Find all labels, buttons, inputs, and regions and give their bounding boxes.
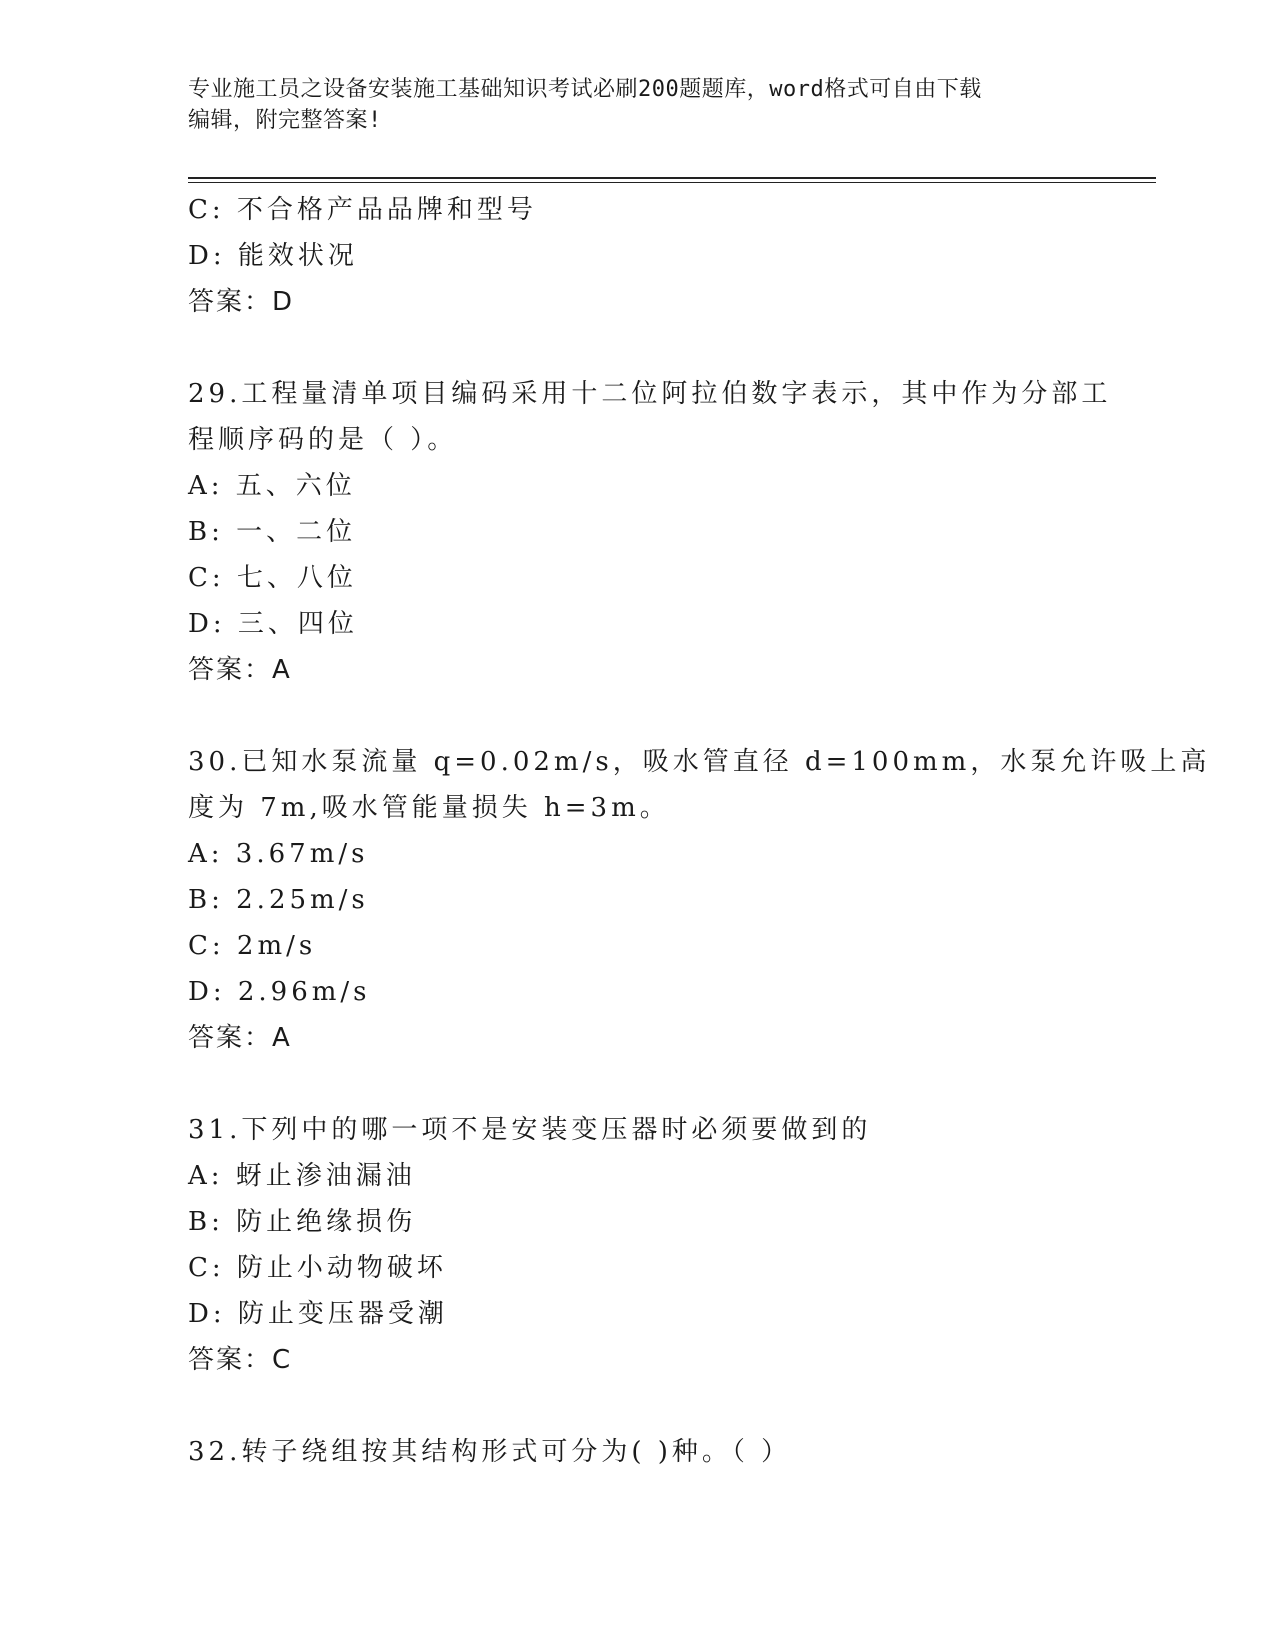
answer-line: 答案：C <box>188 1345 293 1375</box>
question-gap <box>188 325 1148 371</box>
answer-line: 答案：D <box>188 287 295 317</box>
option-d: D: 三、四位 <box>188 609 358 639</box>
answer-line: 答案：A <box>188 1023 292 1053</box>
answer-line: 答案：A <box>188 655 292 685</box>
page-header <box>188 74 1088 136</box>
header-line-2: 编辑，附完整答案! <box>188 108 382 133</box>
option-d: D: 2.96m/s <box>188 977 371 1007</box>
question-31 <box>188 1107 1148 1383</box>
option-a: A: 3.67m/s <box>188 839 369 869</box>
question-text: 32.转子绕组按其结构形式可分为( )种。（ ） <box>188 1437 792 1467</box>
option-b: B: 2.25m/s <box>188 885 369 915</box>
question-text: 程顺序码的是（ ）。 <box>188 425 458 455</box>
header-divider-thick <box>188 177 1156 179</box>
question-gap <box>188 1061 1148 1107</box>
option-d: D: 能效状况 <box>188 241 358 271</box>
option-c: C: 防止小动物破坏 <box>188 1253 447 1283</box>
header-divider-thin <box>188 182 1156 183</box>
option-d: D: 防止变压器受潮 <box>188 1299 448 1329</box>
question-text: 度为 7m,吸水管能量损失 h=3m。 <box>188 793 670 823</box>
question-30 <box>188 739 1211 1061</box>
question-text: 29.工程量清单项目编码采用十二位阿拉伯数字表示，其中作为分部工 <box>188 379 1112 409</box>
question-content <box>188 187 1211 1475</box>
option-a: A: 蚜止渗油漏油 <box>188 1161 416 1191</box>
question-text: 30.已知水泵流量 q=0.02m/s，吸水管直径 d=100mm，水泵允许吸上高 <box>188 747 1211 777</box>
question-32 <box>188 1429 1148 1475</box>
option-b: B: 防止绝缘损伤 <box>188 1207 417 1237</box>
option-c: C: 七、八位 <box>188 563 357 593</box>
question-text: 31.下列中的哪一项不是安装变压器时必须要做到的 <box>188 1115 872 1145</box>
header-line-1: 专业施工员之设备安装施工基础知识考试必刷200题题库，word格式可自由下载 <box>188 77 982 102</box>
question-gap <box>188 693 1148 739</box>
question-29 <box>188 371 1148 693</box>
option-a: A: 五、六位 <box>188 471 356 501</box>
option-c: C: 不合格产品品牌和型号 <box>188 195 537 225</box>
question-28-fragment <box>188 187 1148 325</box>
option-c: C: 2m/s <box>188 931 317 961</box>
question-gap <box>188 1383 1148 1429</box>
option-b: B: 一、二位 <box>188 517 357 547</box>
